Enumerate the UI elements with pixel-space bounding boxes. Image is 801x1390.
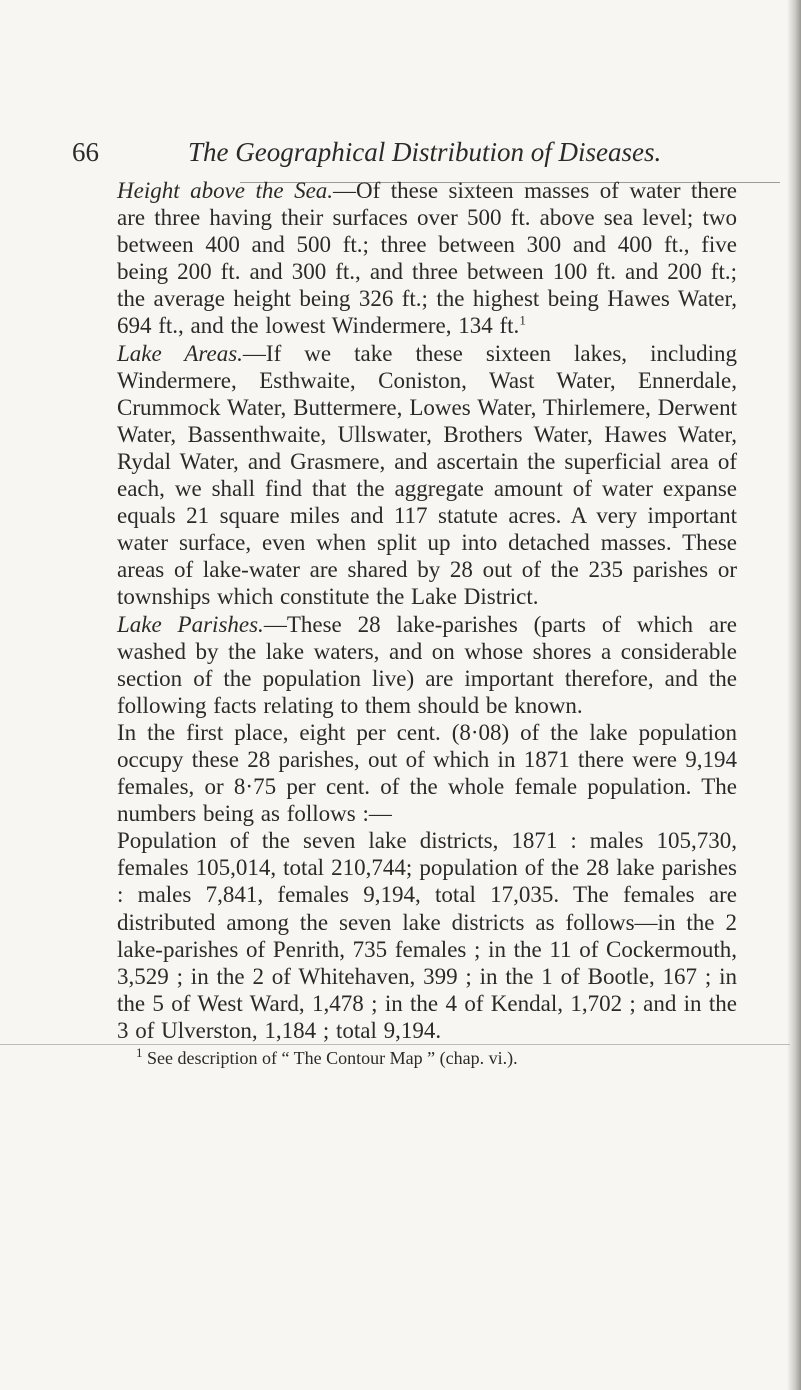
paragraph-heading: Lake Areas. — [117, 340, 243, 366]
paragraph-text: —If we take these sixteen lakes, including Windermere, Esthwaite, Coniston, Wast Water, Ennerdale, Crummock Water, Buttermere, Lowes Water, Thirlemere, Derwent Water, Bassenthwaite, Ullswater, Brothers Water, Hawes Water, Rydal Water, and Grasmere, and ascertain the superficial area of each, we shall find that the aggregate amount of water expanse equals 21 square miles and 117 statute acres. A very important water surface, even when split up into detached masses. These areas of lake-water are shared by 28 out of the 235 parishes or townships which constitute the Lake District. — [117, 340, 737, 610]
paragraph-lake-areas — [117, 340, 737, 611]
paragraph-population — [117, 827, 737, 1044]
paragraph-heading: Lake Parishes. — [117, 611, 264, 637]
running-header — [72, 136, 712, 168]
running-title: The Geographical Distribution of Diseases. — [188, 137, 662, 167]
footnote-mark: 1 — [519, 312, 526, 328]
paragraph-heading: Height above the Sea. — [117, 178, 334, 203]
page-edge — [787, 0, 801, 1390]
body-text — [117, 177, 737, 1044]
footnote-rule — [0, 1044, 790, 1045]
paragraph-text: —These 28 lake-parishes (parts of which are washed by the lake waters, and on whose shores a considerable section of the population live) are important therefore, and the following facts relating to them should be known. — [117, 611, 737, 718]
paragraph-text: Population of the seven lake districts, 1871 : males 105,730, females 105,014, total 210,744; population of the 28 lake parishes : males 7,841, females 9,194, total 17,035. The females are distributed among the seven lake districts as follows—in the 2 lake-parishes of Penrith, 735 females ; in the 11 of Cockermouth, 3,529 ; in the 2 of Whitehaven, 399 ; in the 1 of Bootle, 167 ; in the 5 of West Ward, 1,478 ; in the 4 of Kendal, 1,702 ; and in the 3 of Ulverston, 1,184 ; total 9,194. — [117, 828, 737, 1043]
footnote-number: 1 — [136, 1045, 143, 1060]
footnote-text: See description of “ The Contour Map ” (chap. vi.). — [147, 1048, 518, 1068]
footnote — [136, 1047, 736, 1069]
page-number: 66 — [72, 137, 99, 167]
paragraph-text: In the first place, eight per cent. (8·08) of the lake population occupy these 28 parishes, out of which in 1871 there were 9,194 females, or 8·75 per cent. of the whole female population. The numbers being as follows :— — [117, 719, 737, 827]
paragraph-lake-parishes — [117, 611, 737, 719]
paragraph-first-place — [117, 719, 737, 827]
paragraph-text: —Of these sixteen masses of water there are three having their surfaces over 500 ft. above sea level; two between 400 and 500 ft.; three between 300 and 400 ft., five being 200 ft. and 300 ft., and three between 100 ft. and 200 ft.; the average height being 326 ft.; the highest being Hawes Water, 694 ft., and the lowest Windermere, 134 ft. — [117, 178, 737, 339]
paragraph-height-above-sea — [117, 177, 737, 340]
